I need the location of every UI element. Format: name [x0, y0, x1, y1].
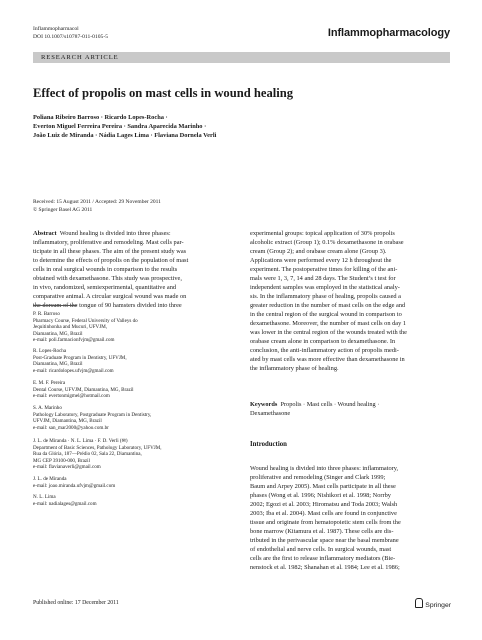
author-list [33, 113, 393, 140]
abstract-line: the dorsum of the tongue of 90 hamsters divided into three [33, 302, 182, 309]
intro-line: Wound healing is divided into three phases: inflammatory, [250, 465, 399, 472]
intro-line: cells are the first to release inflammatory mediators (Bie- [250, 555, 396, 562]
affiliation-name: R. Lopes-Rocha [33, 348, 67, 354]
abstract-line: obtained with dexamethasone. This study was prospective, [33, 275, 182, 282]
abstract-line: alcoholic extract (Group 1); 0.1% dexamethasone in orabase [250, 239, 404, 246]
abstract-line: dexamethasone. Moreover, the number of mast cells on day 1 [250, 320, 407, 327]
journal-abbrev: Inflammopharmacol [33, 26, 79, 32]
intro-line: Baum and Arpey 2005). Mast cells participate in all these [250, 483, 396, 490]
published-online: Published online: 17 December 2011 [33, 600, 119, 606]
article-type-bar [33, 52, 450, 63]
affiliation-line: Pathology Laboratory, Postgraduate Program in Dentistry, [33, 411, 152, 418]
affiliation-name: S. A. Marinho [33, 405, 62, 411]
abstract-line: ticipate in all these phases. The aim of the present study was [33, 248, 187, 255]
abstract-line: Applications were performed every 12 h throughout the [250, 257, 392, 264]
affiliation-name: J. L. de Miranda [33, 476, 67, 482]
received-info [33, 199, 161, 214]
affiliation-line: Diamantina, MG, Brazil [33, 330, 83, 337]
footnote-rule [33, 305, 77, 306]
intro-line: nenstock et al. 1982; Shanahan et al. 1984; Lee et al. 1986; [250, 564, 400, 571]
affiliation-line: MG CEP 39100-000, Brazil [33, 457, 90, 464]
abstract-line: mals were 1, 3, 7, 14 and 28 days. The Student’s t test for [250, 275, 396, 282]
keywords-line: Dexamethasone [250, 410, 291, 417]
abstract-line: cream (Group 2); and orabase cream alone (Group 3). [250, 248, 387, 255]
affiliation-email[interactable]: e-mail: joao.miranda.ufvjm@gmail.com [33, 482, 116, 489]
affiliation-line: UFVJM, Diamantina, MG, Brazil [33, 418, 102, 424]
doi[interactable]: DOI 10.1007/s10787-011-0105-5 [33, 34, 108, 40]
affiliation-email[interactable]: e-mail: ricardolopes.ufvjm@gmail.com [33, 367, 114, 374]
intro-line: tissue and originate from hematopoietic stem cells from the [250, 519, 401, 526]
journal-title: Inflammopharmacology [327, 27, 450, 39]
affiliation-line: Diamantina, MG, Brazil [33, 361, 83, 367]
author-line: Everton Miguel Ferreira Pereira · Sandra Aparecida Marinho · [33, 123, 207, 130]
abstract-line: comparative animal. A circular surgical wound was made on [33, 293, 187, 300]
abstract-label: Abstract [33, 230, 57, 237]
affiliation-line: Rua da Glória, 187—Prédio 02, Sala 22, Diamantina, [33, 451, 142, 457]
intro-line: phases (Wong et al. 1996; Nishikori et al. 1998; Norrby [250, 492, 391, 499]
abstract-line: to determine the effects of propolis on the population of mast [33, 257, 189, 264]
keywords-line: Propolis · Mast cells · Wound healing · [280, 401, 380, 408]
affiliation-line: Pharmacy Course, Federal University of Valleys do [33, 317, 138, 324]
abstract-right [250, 229, 451, 373]
abstract-line: experimental groups: topical application of 30% propolis [250, 230, 395, 237]
author-line: João Luiz de Miranda · Nádia Lages Lima · Flaviana Dornela Verli [33, 132, 217, 139]
intro-line: proliferative and remodeling (Singer and Clark 1999; [250, 474, 386, 481]
affiliation-email[interactable]: e-mail: flavianaverli@gmail.com [33, 464, 101, 470]
publisher-logo [415, 598, 451, 609]
affiliation-block [33, 405, 238, 431]
received-dates: Received: 15 August 2011 / Accepted: 29 November 2011 [33, 199, 161, 205]
intro-line: 2003; Iba et al. 2004). Mast cells are found in conjunctive [250, 510, 397, 517]
affiliation-email[interactable]: e-mail: san_mar2000@yahoo.com.br [33, 424, 109, 431]
abstract-line: ated by mast cells was more effective than dexamethasone in [250, 356, 405, 363]
copyright: © Springer Basel AG 2011 [33, 206, 93, 213]
abstract-line: cells in oral surgical wounds in comparison to the results [33, 266, 178, 273]
paper-title: Effect of propolis on mast cells in wound healing [33, 86, 294, 100]
intro-line: tributed in the perivascular space near the basal membrane [250, 537, 399, 544]
abstract-line: greater reduction in the number of mast cells on the edge and [250, 302, 406, 309]
keywords-label: Keywords [250, 401, 278, 408]
affiliation-block [33, 380, 238, 400]
affiliation-line: Department of Basic Sciences, Pathology Laboratory, UFVJM, [33, 444, 162, 451]
author-line: Poliana Ribeiro Barroso · Ricardo Lopes-Rocha · [33, 114, 168, 121]
affiliation-block [33, 438, 238, 471]
abstract-line: inflammatory, proliferative and remodeling. Mast cells par- [33, 239, 184, 246]
abstract-line: experiment. The postoperative times for killing of the ani- [250, 266, 398, 273]
affiliation-email[interactable]: e-mail: poli.farmacionfvjm@gmail.com [33, 337, 115, 343]
affiliation-line: Jequitinhonha and Mucuri, UFVJM, [33, 324, 107, 330]
affiliation-line: Post-Graduate Program in Dentistry, UFVJM, [33, 354, 127, 361]
affiliation-email[interactable]: e-mail: evertonmigmel@hotmail.com [33, 393, 110, 399]
section-heading-introduction: Introduction [250, 441, 287, 448]
abstract-line: in the central region of the surgical wound in comparison to [250, 311, 402, 318]
abstract-line: was lower in the central region of the wounds treated with the [250, 329, 407, 336]
affiliation-name: E. M. F. Pereira [33, 380, 66, 386]
affiliation-name: N. L. Lima [33, 494, 56, 500]
abstract-line: Wound healing is divided into three phases: [59, 230, 171, 237]
springer-horse-icon [415, 598, 423, 608]
abstract-line: the inflammatory phase of healing. [250, 365, 339, 372]
affiliation-block [33, 476, 238, 489]
affiliation-line: Dental Course, UFVJM, Diamantina, MG, Brazil [33, 386, 134, 393]
introduction-text [250, 464, 451, 572]
abstract-line: in vivo, randomized, semiexperimental, quantitative and [33, 284, 177, 291]
abstract-line: conclusion, the anti-inflammatory action of propolis medi- [250, 347, 399, 354]
article-type-label: RESEARCH ARTICLE [41, 54, 119, 61]
publisher-name: Springer [425, 602, 451, 609]
abstract-line: sis. In the inflammatory phase of healing, propolis caused a [250, 293, 401, 300]
affiliation-block [33, 348, 238, 374]
abstract-line: orabase cream alone in comparison to dexamethasone. In [250, 338, 396, 345]
keywords [250, 400, 451, 418]
affiliation-block [33, 311, 238, 344]
intro-line: 2002; Egozi et al. 2003; Hiromatsu and Toda 2003; Walsh [250, 501, 398, 508]
affiliation-name: J. L. de Miranda · N. L. Lima · F. D. Verli (✉) [33, 438, 128, 444]
abstract-line: independent samples was employed in the statistical analy- [250, 284, 400, 291]
intro-line: of endothelial and nerve cells. In surgical wounds, mast [250, 546, 392, 553]
affiliation-name: P. R. Barroso [33, 311, 60, 317]
intro-line: bone marrow (Kitamura et al. 1987). These cells are dis- [250, 528, 394, 535]
affiliation-block [33, 494, 238, 507]
abstract-left [33, 229, 233, 310]
affiliation-email[interactable]: e-mail: nadialages@gmail.com [33, 500, 97, 507]
